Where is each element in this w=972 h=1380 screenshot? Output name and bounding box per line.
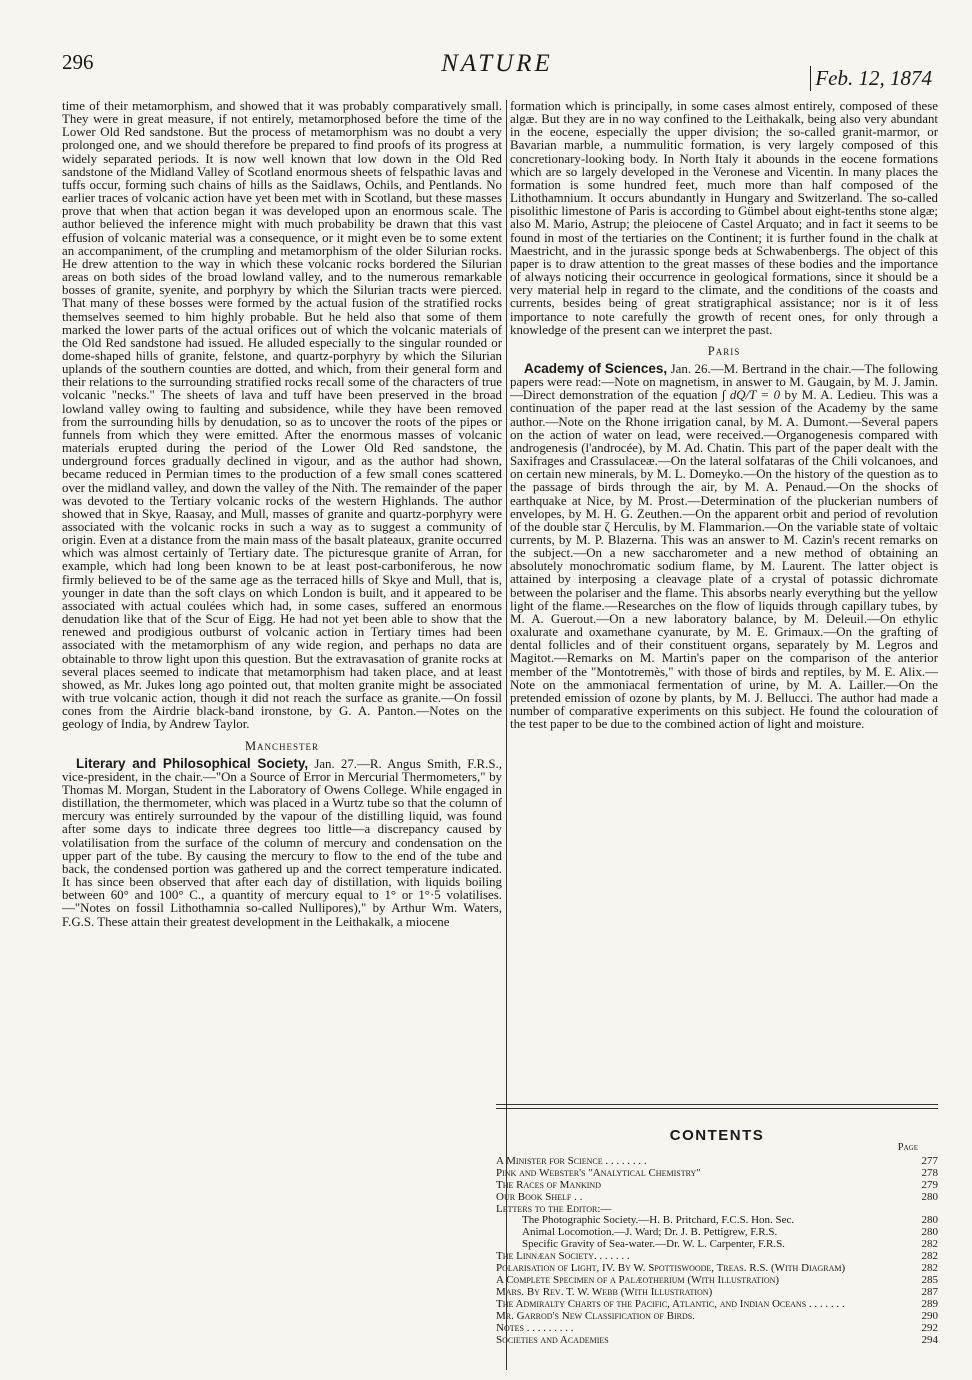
contents-entry[interactable]: [496, 1299, 938, 1311]
contents-entry-title: Our Book Shelf . .: [496, 1190, 583, 1203]
contents-box: [496, 1127, 938, 1346]
manchester-report-text: Jan. 27.—R. Angus Smith, F.R.S., vice-president, in the chair.—"On a Source of Error in Mercurial Thermometers," by Thomas M. Morgan, Student in the Laboratory of Owens College. While engaged in distillation, the thermometer, which was placed in a Wurtz tube so that the column of mercury was entirely surrounded by the vapour of the distilling liquid, was found after some days to indicate three degrees too little—a discrepancy caused by volatilisation from the surface of the column of mercury and condensation on the upper part of the tube. By causing the mercury to flow to the end of the tube and back, the condensed portion was gathered up and the correct temperature indicated. It has since been observed that after each day of distillation, with liquids boiling between 60° and 100° C., a quantity of mercury equal to 1° or 1°·5 volatilises.—"Notes on fossil Lithothamnia so-called Nullipores)," by Arthur Wm. Waters, F.G.S. These attain their greatest development in the Leithakalk, a miocene: [62, 756, 502, 929]
contents-entry[interactable]: [496, 1311, 938, 1323]
right-column: [510, 100, 938, 731]
contents-entry-page: 285: [921, 1273, 938, 1286]
equation: ∫ dQ/T = 0: [721, 388, 781, 403]
journal-title: NATURE: [441, 50, 553, 77]
contents-entry[interactable]: [496, 1180, 938, 1192]
contents-title: CONTENTS: [669, 1127, 765, 1144]
contents-entry-title: Specific Gravity of Sea-water.—Dr. W. L. Carpenter, F.R.S.: [522, 1238, 785, 1251]
contents-entry-page: 280: [921, 1226, 938, 1239]
contents-entry[interactable]: [496, 1323, 938, 1335]
contents-entry-title: The Photographic Society.—H. B. Pritchard, F.C.S. Hon. Sec.: [522, 1214, 795, 1227]
contents-list: [496, 1156, 938, 1347]
contents-entry-page: 282: [921, 1238, 938, 1251]
contents-entry-page: 292: [921, 1321, 938, 1334]
contents-entry[interactable]: [496, 1192, 938, 1204]
contents-entry-title: The Admiralty Charts of the Pacific, Atlantic, and Indian Oceans . . . . . . .: [496, 1297, 845, 1310]
society-name: Literary and Philosophical Society,: [76, 755, 309, 771]
contents-entry-page: 280: [921, 1190, 938, 1203]
contents-entry-title: A Complete Specimen of a Palæotherium (With Illustration): [496, 1273, 780, 1286]
contents-entry-title: Mr. Garrod's New Classification of Birds.: [496, 1309, 695, 1322]
academy-name: Academy of Sciences,: [524, 360, 668, 376]
contents-entry-title: The Linnæan Society. . . . . . .: [496, 1250, 630, 1263]
lithothamnia-text: formation which is principally, in some cases almost entirely, composed of these algæ. But they are in no way confined to the Leithakalk, being also very abundant in the eocene, especially the upper division; the so-called granit-marmor, or Bavarian marble, a nummulitic formation, is very largely composed of this concretionary-looking body. In North Italy it abounds in the eocene formations which are so largely developed in the Veronese and Vicentin. In many places the formation is some hundred feet, much more than half composed of the Lithothamnium. It occurs abundantly in Hungary and Switzerland. The so-called pisolithic limestone of Paris is according to Gümbel about eight-tenths stone algæ; also M. Mario, Astrup; the pleiocene of Castel Arquato; and in fact it seems to be found in most of the tertiaries on the Continent; it is further found in the chalk at Maestricht, and in the jurassic sponge beds at Schwabenbergs. The object of this paper is to draw attention to the great masses of these bodies and the importance of always noticing their occurrence in geological formations, since it should be a very material help in regard to the climate, and the conditions of the coasts and currents, besides being of great stratigraphical assistance; nor is it of less importance to note carefully the growth of recent ones, for only through a knowledge of the present can we interpret the past.: [510, 99, 938, 337]
contents-entry-title: Letters to the Editor:—: [496, 1202, 612, 1215]
contents-entry-page: 277: [921, 1154, 938, 1167]
contents-entry-title: Pink and Webster's "Analytical Chemistry": [496, 1166, 701, 1179]
geology-paper-text: time of their metamorphism, and showed that it was probably comparatively small. They were in great measure, if not entirely, metamorphosed before the time of the Lower Old Red sandstone. But the process of metamorphism was no doubt a very prolonged one, and we should therefore be prepared to find proofs of its progress at widely separated periods. It is now well known that low down in the Old Red sandstone of the Midland Valley of Scotland enormous sheets of felspathic lavas and tuffs occur, forming such chains of hills as the Saidlaws, Ochils, and Pentlands. No earlier traces of volcanic action have yet been met with in Scotland, but these masses prove that when that action began it was developed upon an enormous scale. The author believed the inference might with much probability be drawn that this vast effusion of volcanic material was a consequence, or it might even be to some extent an accompaniment, of the crumpling and metamorphism of the older Silurian rocks. He drew attention to the way in which these volcanic rocks bordered the Silurian areas on both sides of the broad lowland valley, and to the numerous remarkable bosses of granite, syenite, and porphyry by which the Silurian tracts were pierced. That many of these bosses were formed by the actual fusion of the stratified rocks themselves seemed to him highly probable. But he held also that some of them marked the lower parts of the actual orifices out of which the volcanic materials of the Old Red sandstone had issued. He alluded especially to the singular rounded or dome-shaped hills of granite, felstone, and quartz-porphyry by which the Silurian uplands of the southern counties are dotted, and which, from their general form and their relations to the surrounding stratified rocks recall some of the characters of true volcanic "necks." The sheets of lava and tuff have been preserved in the broad lowland valley owing to faulting and subsidence, while they have been removed from the surrounding hills by denudation, so as to uncover the roots of the pipes or funnels from which they were emitted. After the enormous masses of volcanic materials erupted during the period of the Lower Old Red sandstone, the underground forces gradually declined in vigour, and as the author had shown, became reduced in Permian times to the production of a few small cones scattered over the midland valley, and down the valley of the Nith. The remainder of the paper was devoted to the Tertiary volcanic rocks of the western Highlands. The author showed that in Skye, Raasay, and Mull, masses of granite and quartz-porphyry were associated with the volcanic rocks in such a way as to suggest a community of origin. Even at a distance from the main mass of the basalt plateaux, granite occurred which was almost certainly of Tertiary date. The picturesque granite of Arran, for example, which had long been known to be at least post-carboniferous, he now firmly believed to be of the same age as the terraced hills of Skye and Mull, that is, younger in date than the soft clays on which London is built, and it appeared to be associated with actual coulées which had, in some cases, suffered an enormous denudation like that of the Scur of Eigg. He had not yet been able to show that the renewed and prodigious outburst of volcanic action in Tertiary times had been associated with the metamorphism of any wide region, and perhaps no data are obtainable to throw light upon this question. But the extravasation of granite rocks at several places seemed to indicate that metamorphism had taken place, and at least showed, as Mr. Jukes long ago pointed out, that molten granite might be associated with true volcanic action, though it did not reach the surface as granite.—On fossil cones from the Airdrie black-band ironstone, by G. A. Panton.—Notes on the geology of India, by Andrew Taylor.: [62, 99, 502, 732]
paris-report-text-a: Jan. 26.—M. Bertrand in the chair.—The following papers were read:—Note on magnetism, in answer to M. Gaugain, by M. J. Jamin.—Direct demonstration of the equation: [510, 361, 938, 403]
contents-entry-page: 289: [921, 1297, 938, 1310]
contents-entry-page: 294: [921, 1333, 938, 1346]
contents-entry-title: The Races of Mankind: [496, 1178, 601, 1191]
paris-report-text-b: by M. A. Ledieu. This was a continuation of the paper read at the last session of the Academy by the same author.—Note on the Rhone irrigation canal, by M. A. Dumont.—Several papers on the action of water on lead, were received.—Organogenesis compared with androgenesis (l'androcée), by M. Ad. Chatin. This part of the paper dealt with the Saxifrages and Crassulaceæ.—On the lateral solfataras of the Chili volcanoes, and on certain new minerals, by M. L. Domeyko.—On the history of the question as to the passage of birds through the air, by M. A. Penaud.—On the shocks of earthquake at Nice, by M. Prost.—Determination of the pluckerian numbers of envelopes, by M. H. G. Zeuthen.—On the apparent orbit and period of revolution of the double star ζ Herculis, by M. Flammarion.—On the variable state of voltaic currents, by M. P. Blazerna. This was an answer to M. Cazin's recent remarks on the subject.—On a new saccharometer and a new method of obtaining an absolutely monochromatic sodium flame, by M. Laurent. The latter object is attained by interposing a cleavage plate of a crystal of potassic dichromate between the polariser and the flame. This absorbs nearly everything but the yellow light of the flame.—Researches on the flow of liquids through capillary tubes, by M. A. Guerout.—On a new laboratory balance, by M. Deleuil.—On ethylic oxalurate and oxamethane cyanurate, by M. E. Grimaux.—On the grafting of dental follicles and of their constituent organs, separately by M. Legros and Magitot.—Remarks on M. Martin's paper on the comparison of the anterior member of the "Montotremès," with those of birds and reptiles, by M. E. Alix.—Note on the ammoniacal fermentation of urine, by M. A. Lailler.—On the pretended emission of ozone by plants, by M. J. Bellucci. The author had made a number of comparative experiments on this subject. He found the colouration of the test paper to be due to the combined action of light and moisture.: [510, 388, 938, 732]
contents-entry-page: 279: [921, 1178, 938, 1191]
paris-report: [510, 362, 938, 731]
left-column: [62, 100, 502, 929]
contents-entry-title: Polarisation of Light, IV. By W. Spottiswoode, Treas. R.S. (With Diagram): [496, 1262, 846, 1275]
contents-entry-title: Notes . . . . . . . . .: [496, 1321, 574, 1334]
page-number: 296: [62, 50, 94, 74]
contents-entry[interactable]: [496, 1287, 938, 1299]
contents-entry-page: 282: [921, 1262, 938, 1275]
page-header: [62, 48, 932, 88]
contents-entry-page: 280: [921, 1214, 938, 1227]
contents-entry[interactable]: [496, 1335, 938, 1347]
contents-entry[interactable]: [496, 1168, 938, 1180]
contents-entry-title: Animal Locomotion.—J. Ward; Dr. J. B. Pettigrew, F.R.S.: [522, 1226, 778, 1239]
contents-entry-title: Mars. By Rev. T. W. Webb (With Illustration): [496, 1285, 713, 1298]
manchester-heading: Manchester: [244, 738, 320, 753]
contents-entry-title: Societies and Academies: [496, 1333, 609, 1346]
issue-date: Feb. 12, 1874: [810, 66, 932, 91]
contents-entry-page: 290: [921, 1309, 938, 1322]
contents-entry-page: 287: [921, 1285, 938, 1298]
paris-heading: Paris: [707, 343, 741, 358]
contents-entry-title: A Minister for Science . . . . . . . .: [496, 1154, 647, 1167]
page-column-label: Page: [897, 1142, 918, 1153]
contents-entry-page: 278: [921, 1166, 938, 1179]
section-rules: [496, 1104, 938, 1112]
contents-entry-page: 282: [921, 1250, 938, 1263]
manchester-report: [62, 757, 502, 929]
